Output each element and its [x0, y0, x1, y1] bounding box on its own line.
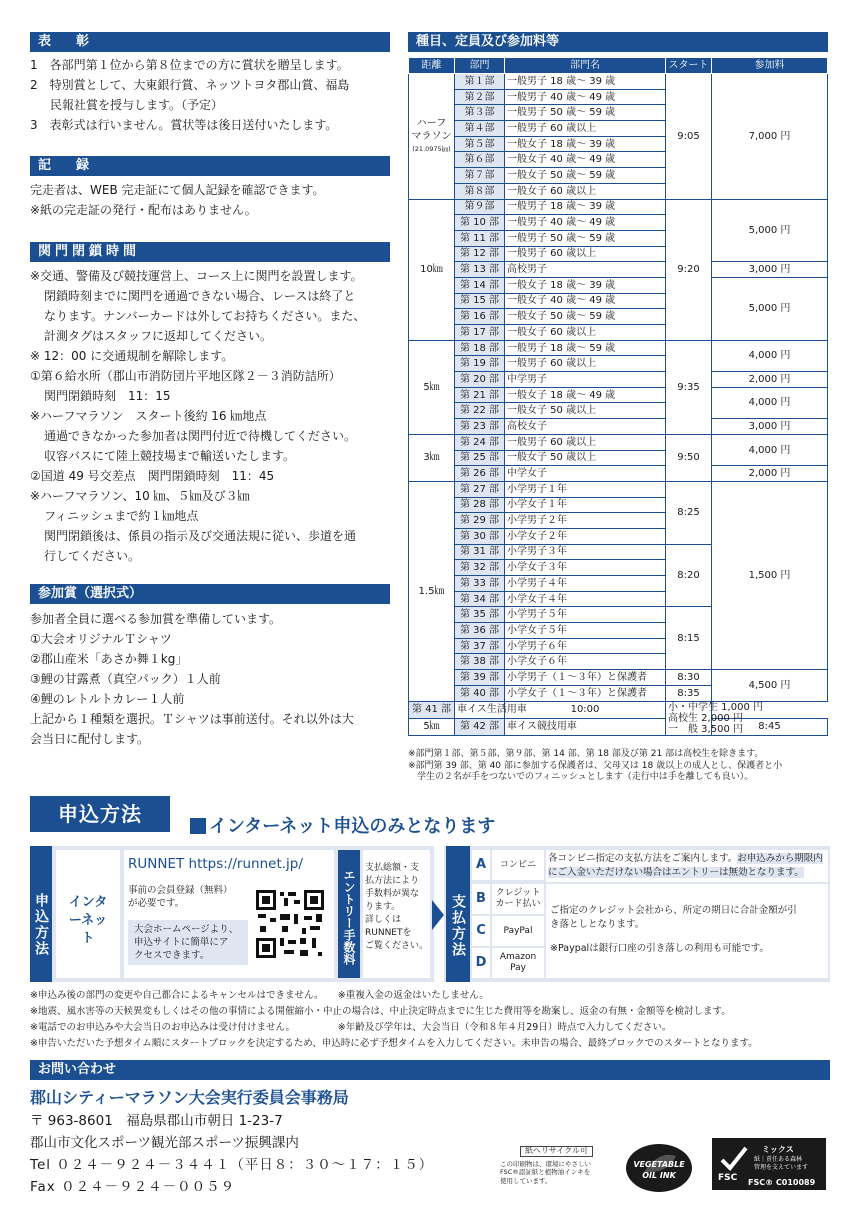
division-name-cell: 一般男子 60 歳以上	[505, 356, 666, 372]
qr-code-icon[interactable]	[254, 888, 326, 960]
division-name-cell: 一般男子 40 歳～ 49 歳	[505, 89, 666, 105]
division-name-cell: 一般女子 18 歳～ 39 歳	[505, 277, 666, 293]
division-name-cell: 一般女子 60 歳以上	[505, 325, 666, 341]
prize-text: 参加者全員に選べる参加賞を準備しています。 ①大会オリジナルＴシャツ ②郡山産米「あさか舞１kg」 ③鯉の甘露煮（真空パック）１人前 ④鯉のレトルトカレー１人前 上記から１種類を選択。Ｔシャツは事前送付。それ以外は大 会当日に配付します。	[30, 612, 354, 746]
col-fee: 参加料	[712, 58, 828, 74]
table-row	[409, 262, 828, 278]
prize-header: 参加賞（選択式）	[30, 584, 390, 604]
table-row	[409, 419, 828, 435]
table-row	[409, 466, 828, 482]
division-name-cell: 小学女子（１～３年）と保護者	[505, 685, 666, 701]
division-cell: 第 25 部	[455, 450, 505, 466]
record-header: 記 録	[30, 156, 390, 176]
division-name-cell: 一般女子 60 歳以上	[505, 183, 666, 199]
events-header: 種目、定員及び参加料等	[408, 32, 828, 52]
fee-line: 小・中学生 1,000 円	[668, 701, 763, 713]
division-name-cell: 一般男子 50 歳～ 59 歳	[505, 230, 666, 246]
table-row	[409, 372, 828, 388]
col-division: 部門	[455, 58, 505, 74]
square-bullet-icon	[190, 818, 206, 834]
fee-cell: 3,000 円	[712, 419, 828, 435]
table-row	[409, 670, 828, 686]
apply-subtitle: インターネット申込のみとなります	[190, 812, 495, 838]
homepage-note: 大会ホームページより、 申込サイトに簡単にア クセスできます。	[128, 920, 248, 965]
table-row	[409, 718, 828, 735]
division-cell: 第 24 部	[455, 434, 505, 450]
division-name-cell: 小学男子２年	[505, 513, 666, 529]
fee-cell: 3,000 円	[712, 262, 828, 278]
table-row	[409, 434, 828, 450]
division-cell: 第 34 部	[455, 591, 505, 607]
division-name-cell: 一般女子 40 歳～ 49 歳	[505, 152, 666, 168]
events-notes: ※部門第１部、第５部、第９部、第 14 部、第 18 部及び第 21 部は高校生を除きます。 ※部門第 39 部、第 40 部に参加する保護者は、父母又は 18 歳以上の成人とし、保護者と小 学生の２名が手をつないでのフィニッシュとします（走行中は手を離しても良い）。	[408, 749, 783, 782]
payment-key: B	[472, 884, 490, 914]
fee-cell: 4,000 円	[712, 340, 828, 371]
division-cell: 第 41 部	[409, 701, 455, 718]
division-cell: 第 20 部	[455, 372, 505, 388]
payment-options	[472, 850, 544, 978]
division-cell: 第３部	[455, 105, 505, 121]
payment-key: C	[472, 916, 490, 946]
division-name-cell: 小学男子５年	[505, 607, 666, 623]
division-cell: 第 18 部	[455, 340, 505, 356]
division-name-cell: 一般女子 50 歳～ 59 歳	[505, 168, 666, 184]
events-table	[408, 57, 828, 736]
division-name-cell: 小学女子４年	[505, 591, 666, 607]
distance-cell: 1.5㎞	[409, 481, 455, 701]
division-cell: 第６部	[455, 152, 505, 168]
distance-label: (21.0975㎞)	[412, 144, 451, 153]
division-cell: 第 12 部	[455, 246, 505, 262]
division-cell: 第８部	[455, 183, 505, 199]
payment-option	[472, 916, 544, 946]
division-cell: 第５部	[455, 136, 505, 152]
payment-option	[472, 884, 544, 914]
start-time-cell: 9:20	[666, 199, 712, 340]
division-name-cell: 一般男子 60 歳以上	[505, 246, 666, 262]
division-name-cell: 小学女子１年	[505, 497, 666, 513]
gate-text: ※交通、警備及び競技運営上、コース上に関門を設置します。 閉鎖時刻までに関門を通過できない場合、レースは終了と なります。ナンバーカードは外してお持ちください。また、 計測タグはスタッフに返却してください。 ※ 12：00 に交通規制を解除します。 ①第６給水所（郡山市消防団片平地区隊２－３消防詰所） 関門閉鎖時刻 11：15 ※ハーフマラソン スタート後約 16 ㎞地点 通過できなかった参加者は関門付近で待機してください。 収容バスにて陸上競技場まで輸送いたします。 ②国道 49 号交差点 関門閉鎖時刻 11：45 ※ハーフマラソン、10 ㎞、５㎞及び３㎞ フィニッシュまで約１㎞地点 関門閉鎖後は、係員の指示及び交通法規に従い、歩道を通 行してください。	[30, 269, 366, 563]
division-cell: 第 30 部	[455, 528, 505, 544]
fee-cell: 1,500 円	[712, 481, 828, 669]
record-text: 完走者は、WEB 完走証にて個人記録を確認できます。 ※紙の完走証の発行・配布はありません。	[30, 183, 325, 217]
org-name: 郡山シティーマラソン大会実行委員会事務局	[30, 1088, 349, 1107]
payment-key: A	[472, 850, 490, 880]
vegetable-oil-ink-logo: VEGETABLE OIL INK	[624, 1142, 694, 1194]
fax: Fax ０２４－９２４－００５９	[30, 1179, 236, 1195]
distance-cell: 10㎞	[409, 199, 455, 340]
start-time-cell: 8:25	[666, 481, 712, 544]
division-cell: 第 17 部	[455, 325, 505, 341]
distance-cell: 3㎞	[409, 434, 455, 481]
division-cell: 第 14 部	[455, 277, 505, 293]
fee-line: 一 般 3,500 円	[668, 723, 743, 735]
division-cell: 第 38 部	[455, 654, 505, 670]
pay-a-note: 各コンビニ指定の支払方法をご案内します。お申込みから期限内にご入金いただけない場合はエントリーは無効となります。	[546, 850, 828, 882]
division-cell: 第 39 部	[455, 670, 505, 686]
division-cell: 第 42 部	[455, 718, 505, 735]
fee-cell: 4,000 円	[712, 387, 828, 418]
start-time-cell: 9:35	[666, 340, 712, 434]
fee-cell	[666, 701, 763, 735]
payment-key: D	[472, 948, 490, 978]
division-name-cell: 一般男子 18 歳～ 39 歳	[505, 74, 666, 90]
payment-name: Amazon Pay	[492, 948, 544, 978]
division-name-cell: 一般女子 50 歳以上	[505, 450, 666, 466]
division-cell: 第７部	[455, 168, 505, 184]
division-cell: 第 16 部	[455, 309, 505, 325]
awards-text: 1 各部門第１位から第８位までの方に賞状を贈呈します。 2 特別賞として、大東銀行賞、ネッツトヨタ郡山賞、福島 民報社賞を授与します。（予定） 3 表彰式は行いません。賞状等は後日送付いたします。	[30, 58, 350, 132]
table-row	[409, 701, 828, 718]
start-time-cell: 8:15	[666, 607, 712, 670]
division-name-cell: 小学男子３年	[505, 544, 666, 560]
division-cell: 第 15 部	[455, 293, 505, 309]
apply-title: 申込方法	[30, 796, 170, 832]
table-row	[409, 74, 828, 90]
internet-cell: インターネット	[56, 850, 120, 978]
division-cell: 第 32 部	[455, 560, 505, 576]
division-name-cell: 一般女子 50 歳～ 59 歳	[505, 309, 666, 325]
method-label: 申込方法	[30, 846, 52, 982]
division-cell: 第 21 部	[455, 387, 505, 403]
division-cell: 第 29 部	[455, 513, 505, 529]
col-start: スタート	[666, 58, 712, 74]
division-cell: 第 23 部	[455, 419, 505, 435]
division-cell: 第 31 部	[455, 544, 505, 560]
division-name-cell: 車イス競技用車	[505, 718, 666, 735]
footnote-line: ※申告いただいた予想タイム順にスタートブロックを決定するため、申込時に必ず予想タイムを入力してください。未申告の場合、最終ブロックでのスタートとなります。	[30, 1038, 758, 1049]
fee-cell: 4,500 円	[712, 670, 828, 701]
table-row	[409, 277, 828, 293]
division-cell: 第 28 部	[455, 497, 505, 513]
division-name-cell: 小学女子５年	[505, 623, 666, 639]
division-name-cell: 小学女子３年	[505, 560, 666, 576]
fee-line: 高校生 2,000 円	[668, 712, 743, 724]
division-name-cell: 一般男子 40 歳～ 49 歳	[505, 215, 666, 231]
distance-label: マラソン	[411, 130, 452, 142]
division-name-cell: 小学男子４年	[505, 576, 666, 592]
division-name-cell: 一般男子 60 歳以上	[505, 434, 666, 450]
division-cell: 第 22 部	[455, 403, 505, 419]
payment-name: PayPal	[492, 916, 544, 946]
gate-header: 関門閉鎖時間	[30, 242, 390, 262]
distance-cell	[409, 74, 455, 200]
fsc-logo: FSC ミックス 紙｜責任ある森林 管理を支えています FSC® C010089	[712, 1138, 826, 1190]
recycle-mark: 紙へリサイクル可 この印刷物は、環境にやさしい FSC®認証紙と植物油インキを 使用しています。	[500, 1146, 591, 1185]
payment-name: クレジット カード払い	[492, 884, 544, 914]
division-name-cell: 一般男子 50 歳～ 59 歳	[505, 105, 666, 121]
division-cell: 第４部	[455, 121, 505, 137]
start-time-cell: 8:20	[666, 544, 712, 607]
division-name-cell: 中学男子	[505, 372, 666, 388]
division-name-cell: 小学女子６年	[505, 654, 666, 670]
division-name-cell: 小学男子１年	[505, 481, 666, 497]
division-cell: 第９部	[455, 199, 505, 215]
runnet-cell	[124, 850, 334, 978]
division-cell: 第 13 部	[455, 262, 505, 278]
tree-check-icon	[718, 1142, 750, 1174]
division-cell: 第 40 部	[455, 685, 505, 701]
arrow-right-icon	[432, 900, 444, 930]
start-time-cell: 8:30	[666, 670, 712, 686]
division-cell: 第 35 部	[455, 607, 505, 623]
footnote-line: ※電話でのお申込みや大会当日のお申込みは受け付けません。 ※年齢及び学年は、大会当日（令和８年４月29日）時点で入力してください。	[30, 1022, 672, 1033]
entry-fee-note: 支払総額・支 払方法により 手数料が異な ります。 詳しくは RUNNETを ご覧ください。	[363, 850, 430, 978]
division-name-cell: 中学女子	[505, 466, 666, 482]
table-row	[409, 340, 828, 356]
table-row	[409, 481, 828, 497]
division-name-cell: 小学男子６年	[505, 638, 666, 654]
distance-label: ハーフ	[416, 117, 447, 129]
payment-option	[472, 948, 544, 978]
awards-header: 表 彰	[30, 32, 390, 52]
phone: Tel ０２４－９２４－３４４１（平日８：３０～１７：１５）	[30, 1157, 434, 1173]
footnote-line: ※地震、風水害等の天候異変もしくはその他の事情による開催縮小・中止の場合は、中止決定時点までに生じた費用等を勘案し、返金の有無・金額等を検討します。	[30, 1006, 731, 1017]
fee-cell: 5,000 円	[712, 277, 828, 340]
payment-name: コンビニ	[492, 850, 544, 880]
division-name-cell: 一般女子 18 歳～ 49 歳	[505, 387, 666, 403]
payment-option	[472, 850, 544, 880]
table-header-row	[409, 58, 828, 74]
inquiry-header: お問い合わせ	[30, 1060, 830, 1080]
fee-cell: 7,000 円	[712, 74, 828, 200]
start-time-cell: 9:50	[666, 434, 712, 481]
division-cell: 第 11 部	[455, 230, 505, 246]
division-name-cell: 一般女子 18 歳～ 39 歳	[505, 136, 666, 152]
contact-info	[30, 1086, 830, 1198]
division-name-cell: 高校女子	[505, 419, 666, 435]
fee-cell: 4,000 円	[712, 434, 828, 465]
payment-label: 支払方法	[446, 846, 470, 982]
division-name-cell: 一般女子 50 歳以上	[505, 403, 666, 419]
division-cell: 第 27 部	[455, 481, 505, 497]
division-name-cell: 一般男子 18 歳～ 39 歳	[505, 199, 666, 215]
pay-bcd-note: ご指定のクレジット会社から、所定の期日に合計金額が引 き落としとなります。 ※Paypalは銀行口座の引き落しの利用も可能です。	[546, 884, 828, 978]
entry-fee-label: エントリー手数料	[338, 850, 360, 978]
start-time-cell: 9:05	[666, 74, 712, 200]
division-cell: 第 19 部	[455, 356, 505, 372]
col-distance: 距離	[409, 58, 455, 74]
fee-cell: 5,000 円	[712, 199, 828, 262]
division-cell: 第 10 部	[455, 215, 505, 231]
start-time-cell: 8:45	[712, 718, 828, 735]
runnet-url[interactable]: RUNNET https://runnet.jp/	[128, 856, 303, 872]
table-row	[409, 199, 828, 215]
start-time-cell: 10:00	[505, 701, 666, 718]
division-name-cell: 一般女子 40 歳～ 49 歳	[505, 293, 666, 309]
distance-cell: 5㎞	[409, 340, 455, 434]
address: 〒 963-8601 福島県郡山市朝日 1-23-7	[30, 1113, 283, 1129]
division-name-cell: 小学男子（１～３年）と保護者	[505, 670, 666, 686]
registration-note: 事前の会員登録（無料） が必要です。	[128, 885, 233, 909]
fee-cell: 2,000 円	[712, 372, 828, 388]
division-cell: 第 36 部	[455, 623, 505, 639]
division-name-cell: 小学女子２年	[505, 528, 666, 544]
division-cell: 第 37 部	[455, 638, 505, 654]
division-name-cell: 一般男子 18 歳～ 59 歳	[505, 340, 666, 356]
division-name-cell: 車イス生活用車	[455, 701, 505, 718]
division-name-cell: 高校男子	[505, 262, 666, 278]
division-cell: 第 33 部	[455, 576, 505, 592]
footnote-line: ※申込み後の部門の変更や自己都合によるキャンセルはできません。 ※重複入金の返金はいたしません。	[30, 990, 489, 1001]
division-cell: 第１部	[455, 74, 505, 90]
division-name-cell: 一般男子 60 歳以上	[505, 121, 666, 137]
col-division-name: 部門名	[505, 58, 666, 74]
distance-cell: 5㎞	[409, 718, 455, 735]
fee-cell: 2,000 円	[712, 466, 828, 482]
department: 郡山市文化スポーツ観光部スポーツ振興課内	[30, 1135, 299, 1151]
table-row	[409, 387, 828, 403]
division-cell: 第２部	[455, 89, 505, 105]
division-cell: 第 26 部	[455, 466, 505, 482]
start-time-cell: 8:35	[666, 685, 712, 701]
